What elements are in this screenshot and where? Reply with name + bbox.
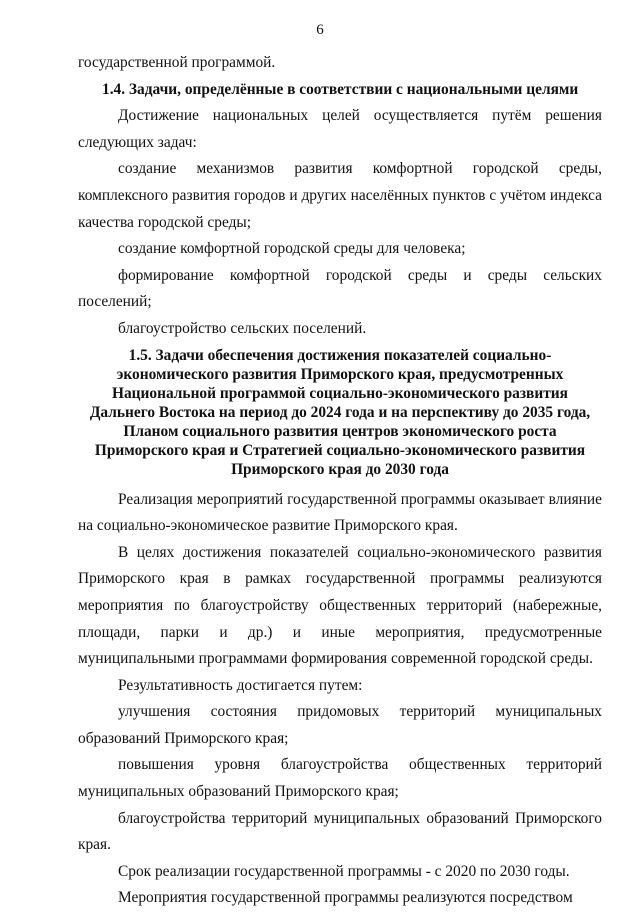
section-heading-1-4: 1.4. Задачи, определённые в соответствии с национальными целями	[102, 80, 579, 98]
list-item: создание комфортной городской среды для человека;	[118, 240, 466, 258]
paragraph: Мероприятия государственной программы реализуются посредством	[118, 889, 573, 907]
list-item: благоустройства территорий муниципальных образований Приморского края.	[78, 809, 602, 854]
list-item: создание механизмов развития комфортной городской среды, комплексного развития городов и других населённых пунктов с учётом индекса качества городской среды;	[78, 160, 602, 231]
list-item: повышения уровня благоустройства общественных территорий муниципальных образований Приморского края;	[78, 756, 602, 801]
paragraph: Результативность достигается путем:	[118, 676, 363, 694]
paragraph: В целях достижения показателей социально-экономического развития Приморского края в рамках государственной программы реализуются мероприятия по благоустройству общественных территорий (набережные, площади, парки и др.) и иные мероприятия, предусмотренные муниципальными программами формирования современной городской среды.	[78, 543, 602, 668]
list-item: улучшения состояния придомовых территорий муниципальных образований Приморского края;	[78, 703, 602, 747]
paragraph: государственной программой.	[78, 54, 276, 71]
paragraph: Срок реализации государственной программы - с 2020 по 2030 годы.	[118, 862, 570, 880]
document-body	[78, 50, 602, 912]
page-number: 6	[316, 22, 324, 38]
list-item: формирование комфортной городской среды и среды сельских поселений;	[78, 266, 602, 311]
section-heading-1-5: 1.5. Задачи обеспечения достижения показателей социально-экономического развития Приморского края, предусмотренных Национальной программой социально-экономического развития Дальнего Востока на период до 2024 года и на перспективу до 2035 года, Планом социального развития центров экономического роста Приморского края и Стратегией социально-экономического развития Приморского края до 2030 года	[89, 346, 591, 478]
paragraph: Реализация мероприятий государственной программы оказывает влияние на социально-экономическое развитие Приморского края.	[78, 490, 602, 535]
list-item: благоустройство сельских поселений.	[118, 319, 367, 337]
paragraph: Достижение национальных целей осуществляется путём решения следующих задач:	[78, 107, 602, 151]
